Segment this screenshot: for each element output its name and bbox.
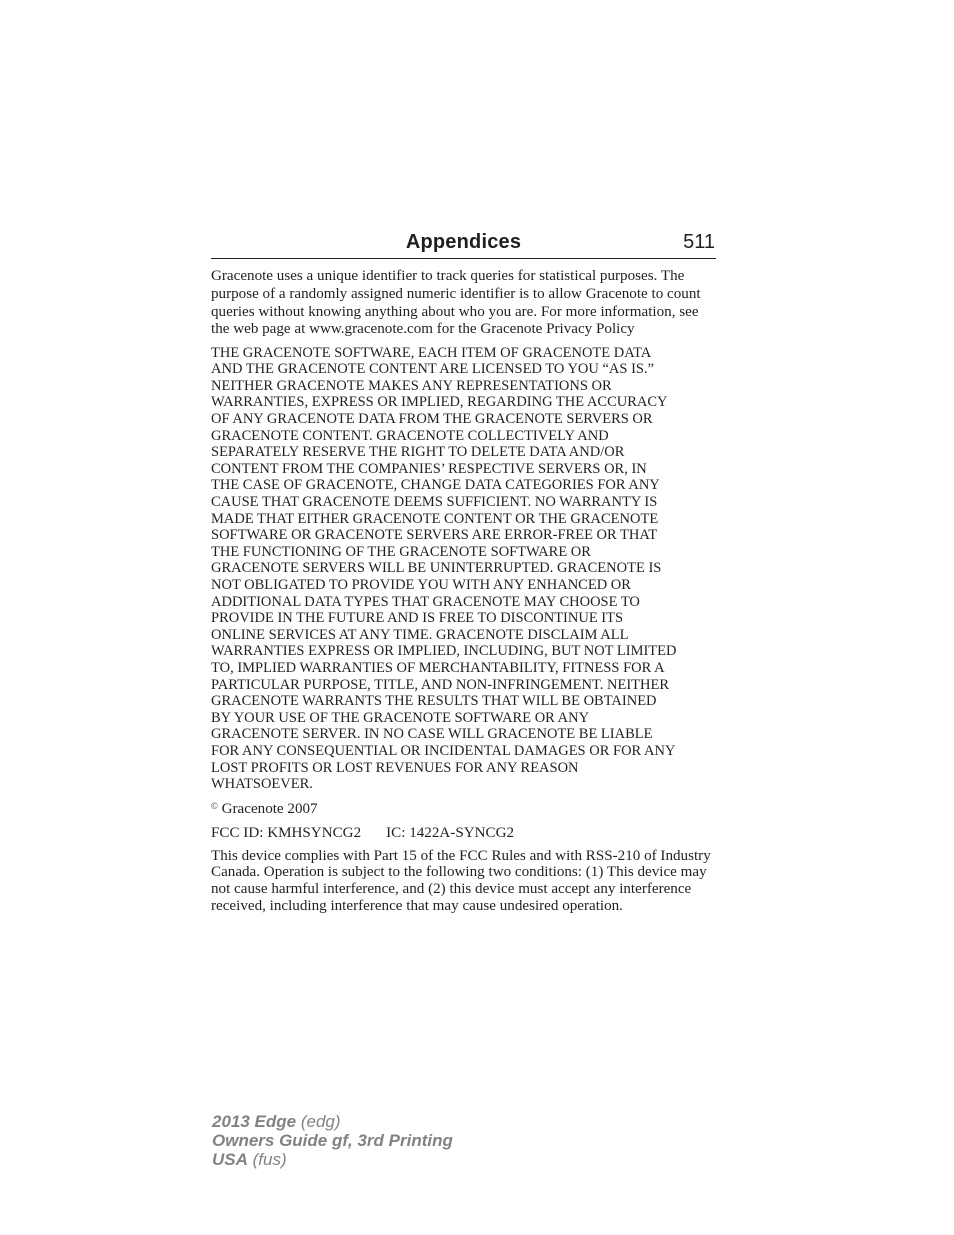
warranty-line: WHATSOEVER.	[211, 776, 313, 793]
warranty-line: CONTENT FROM THE COMPANIES’ RESPECTIVE SERVERS OR, IN	[211, 460, 647, 477]
copyright-symbol: ©	[211, 801, 218, 812]
section-title: Appendices	[405, 231, 522, 253]
warranty-line: CAUSE THAT GRACENOTE DEEMS SUFFICIENT. NO WARRANTY IS	[211, 494, 658, 511]
warranty-line: SOFTWARE OR GRACENOTE SERVERS ARE ERROR-FREE OR THAT	[211, 527, 658, 544]
warranty-line: PROVIDE IN THE FUTURE AND IS FREE TO DISCONTINUE ITS	[211, 610, 624, 627]
warranty-line: SEPARATELY RESERVE THE RIGHT TO DELETE DATA AND/OR	[211, 444, 625, 461]
footer-model-code: (edg)	[300, 1112, 341, 1131]
warranty-line: NOT OBLIGATED TO PROVIDE YOU WITH ANY ENHANCED OR	[211, 577, 631, 593]
warranty-line: BY YOUR USE OF THE GRACENOTE SOFTWARE OR ANY	[211, 709, 590, 726]
warranty-line: WARRANTIES, EXPRESS OR IMPLIED, REGARDING THE ACCURACY	[211, 394, 668, 411]
page-number: 511	[683, 231, 715, 253]
footer-model: 2013 Edge	[212, 1112, 297, 1131]
ic-id: IC: 1422A-SYNCG2	[386, 824, 515, 841]
privacy-paragraph: Gracenote uses a unique identifier to track queries for statistical purposes. The purpose of a randomly assigned numeric identifier is to allow Gracenote to count queries without knowing anything about who you are. For more information, see the web page at www.gracenote.com for the Gracenote Privacy Policy	[211, 268, 701, 338]
warranty-line: TO, IMPLIED WARRANTIES OF MERCHANTABILITY, FITNESS FOR A	[211, 659, 665, 676]
page-body	[211, 268, 716, 920]
fcc-line	[211, 825, 716, 843]
fcc-id: FCC ID: KMHSYNCG2	[211, 824, 362, 841]
warranty-line: ADDITIONAL DATA TYPES THAT GRACENOTE MAY CHOOSE TO	[211, 593, 640, 610]
warranty-line: FOR ANY CONSEQUENTIAL OR INCIDENTAL DAMAGES OR FOR ANY	[211, 742, 676, 759]
footer-model-line	[212, 1112, 453, 1131]
copyright-text: Gracenote 2007	[221, 801, 318, 818]
warranty-line: MADE THAT EITHER GRACENOTE CONTENT OR THE GRACENOTE	[211, 510, 659, 527]
warranty-line: WARRANTIES EXPRESS OR IMPLIED, INCLUDING, BUT NOT LIMITED	[211, 643, 677, 660]
warranty-line: LOST PROFITS OR LOST REVENUES FOR ANY REASON	[211, 759, 579, 776]
copyright-line	[211, 798, 716, 819]
page-footer	[212, 1112, 453, 1169]
warranty-line: GRACENOTE WARRANTS THE RESULTS THAT WILL BE OBTAINED	[211, 693, 657, 710]
warranty-disclaimer-paragraph	[211, 345, 716, 793]
warranty-line: AND THE GRACENOTE CONTENT ARE LICENSED TO YOU “AS IS.”	[211, 361, 655, 378]
warranty-line: ONLINE SERVICES AT ANY TIME. GRACENOTE DISCLAIM ALL	[211, 626, 629, 643]
warranty-line: THE CASE OF GRACENOTE, CHANGE DATA CATEGORIES FOR ANY	[211, 477, 660, 494]
warranty-line: GRACENOTE CONTENT. GRACENOTE COLLECTIVELY AND	[211, 427, 609, 444]
warranty-line: THE GRACENOTE SOFTWARE, EACH ITEM OF GRACENOTE DATA	[211, 344, 652, 361]
warranty-line: PARTICULAR PURPOSE, TITLE, AND NON-INFRINGEMENT. NEITHER	[211, 676, 670, 693]
footer-market-code: (fus)	[252, 1150, 287, 1169]
warranty-line: GRACENOTE SERVER. IN NO CASE WILL GRACENOTE BE LIABLE	[211, 726, 653, 743]
warranty-line: OF ANY GRACENOTE DATA FROM THE GRACENOTE SERVERS OR	[211, 411, 653, 428]
footer-market-line	[212, 1150, 453, 1169]
compliance-paragraph: This device complies with Part 15 of the FCC Rules and with RSS-210 of Industry Canada. Operation is subject to the following two conditions: (1) This device may not cause harmful interference, and (2) this device must accept any interference received, including interference that may cause undesired operation.	[211, 847, 711, 914]
page-header	[211, 228, 716, 259]
warranty-line: THE FUNCTIONING OF THE GRACENOTE SOFTWARE OR	[211, 543, 591, 560]
warranty-line: GRACENOTE SERVERS WILL BE UNINTERRUPTED. GRACENOTE IS	[211, 560, 662, 577]
footer-market: USA	[212, 1150, 248, 1169]
footer-guide-line: Owners Guide gf, 3rd Printing	[212, 1131, 453, 1150]
warranty-line: NEITHER GRACENOTE MAKES ANY REPRESENTATIONS OR	[211, 377, 612, 394]
